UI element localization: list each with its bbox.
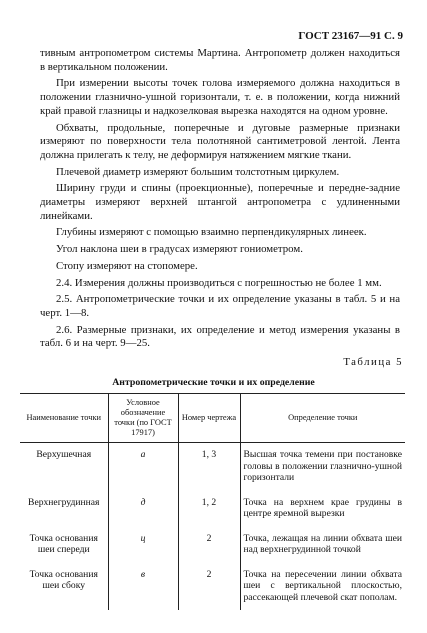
paragraph: Стопу измеряют на стопомере. — [56, 259, 198, 272]
paragraph: тивным антропометром системы Мартина. Антропометр должен находиться в вертикальном положении. — [40, 47, 400, 73]
drawing-number: 1, 2 — [178, 491, 240, 527]
drawing-number: 2 — [178, 527, 240, 563]
paragraph: Ширину груди и спины (проекционные), поперечные и передне-задние диаметры измеряют верхней штангой антропометра с удлиненными линейками. — [40, 182, 400, 222]
paragraph: 2.5. Антропометрические точки и их определение указаны в табл. 5 и на черт. 1—8. — [40, 293, 400, 319]
paragraph: Угол наклона шеи в градусах измеряют гониометром. — [56, 243, 303, 256]
point-definition: Точка на пересечении линии обхвата шеи с вертикальной плоскостью, рассекающей плечевой скат пополам. — [240, 563, 405, 611]
paragraph: Глубины измеряют с помощью взаимно перпендикулярных линеек. — [56, 226, 367, 239]
column-header: Определение точки — [240, 394, 405, 443]
points-table — [20, 393, 405, 610]
page-header: ГОСТ 23167—91 С. 9 — [298, 30, 403, 42]
paragraph: 2.4. Измерения должны производиться с погрешностью не более 1 мм. — [56, 276, 382, 289]
point-symbol: ц — [108, 527, 178, 563]
point-definition: Высшая точка темени при постановке головы в положении глазнично-ушной горизонтали — [240, 443, 405, 491]
point-symbol: д — [108, 491, 178, 527]
paragraph: Обхваты, продольные, поперечные и дуговые размерные признаки измеряют по поверхности тела полотняной сантиметровой лентой. Лента должна прилегать к телу, не деформируя натяжением мягкие ткани. — [40, 121, 400, 161]
paragraph: 2.6. Размерные признаки, их определение и метод измерения указаны в табл. 6 и на черт. 9—25. — [40, 323, 400, 350]
drawing-number: 1, 3 — [178, 443, 240, 491]
table-title: Антропометрические точки и их определение — [112, 377, 315, 388]
paragraph: Плечевой диаметр измеряют большим толстотным циркулем. — [56, 165, 340, 178]
paragraph: При измерении высоты точек голова измеряемого должна находиться в положении глазнично-ушной горизонтали, т. е. в положении, когда нижний край правой глазницы и надкозелковая вырезка находятся на одном уровне. — [40, 77, 400, 117]
point-name: Точка основания шеи спереди — [29, 532, 98, 555]
table-row — [20, 527, 405, 563]
column-header: Номер чертежа — [178, 394, 240, 443]
point-name: Верхнегрудинная — [28, 496, 100, 508]
body-text — [40, 47, 400, 354]
column-header: Условное обозначение точки (по ГОСТ 17917) — [108, 394, 178, 443]
table-label: Таблица 5 — [343, 356, 403, 368]
point-definition: Точка, лежащая на линии обхвата шеи над верхнегрудинной точкой — [240, 527, 405, 563]
drawing-number: 2 — [178, 563, 240, 611]
table-row — [20, 563, 405, 611]
table-row — [20, 443, 405, 491]
point-name: Верхушечная — [36, 449, 92, 460]
column-header: Наименование точки — [20, 394, 108, 443]
point-name: Точка основания шеи сбоку — [29, 568, 98, 591]
point-symbol: в — [108, 563, 178, 611]
point-symbol: а — [108, 443, 178, 491]
table-header-row — [20, 394, 405, 443]
table-row — [20, 491, 405, 527]
point-definition: Точка на верхнем крае грудины в центре яремной вырезки — [240, 491, 405, 527]
